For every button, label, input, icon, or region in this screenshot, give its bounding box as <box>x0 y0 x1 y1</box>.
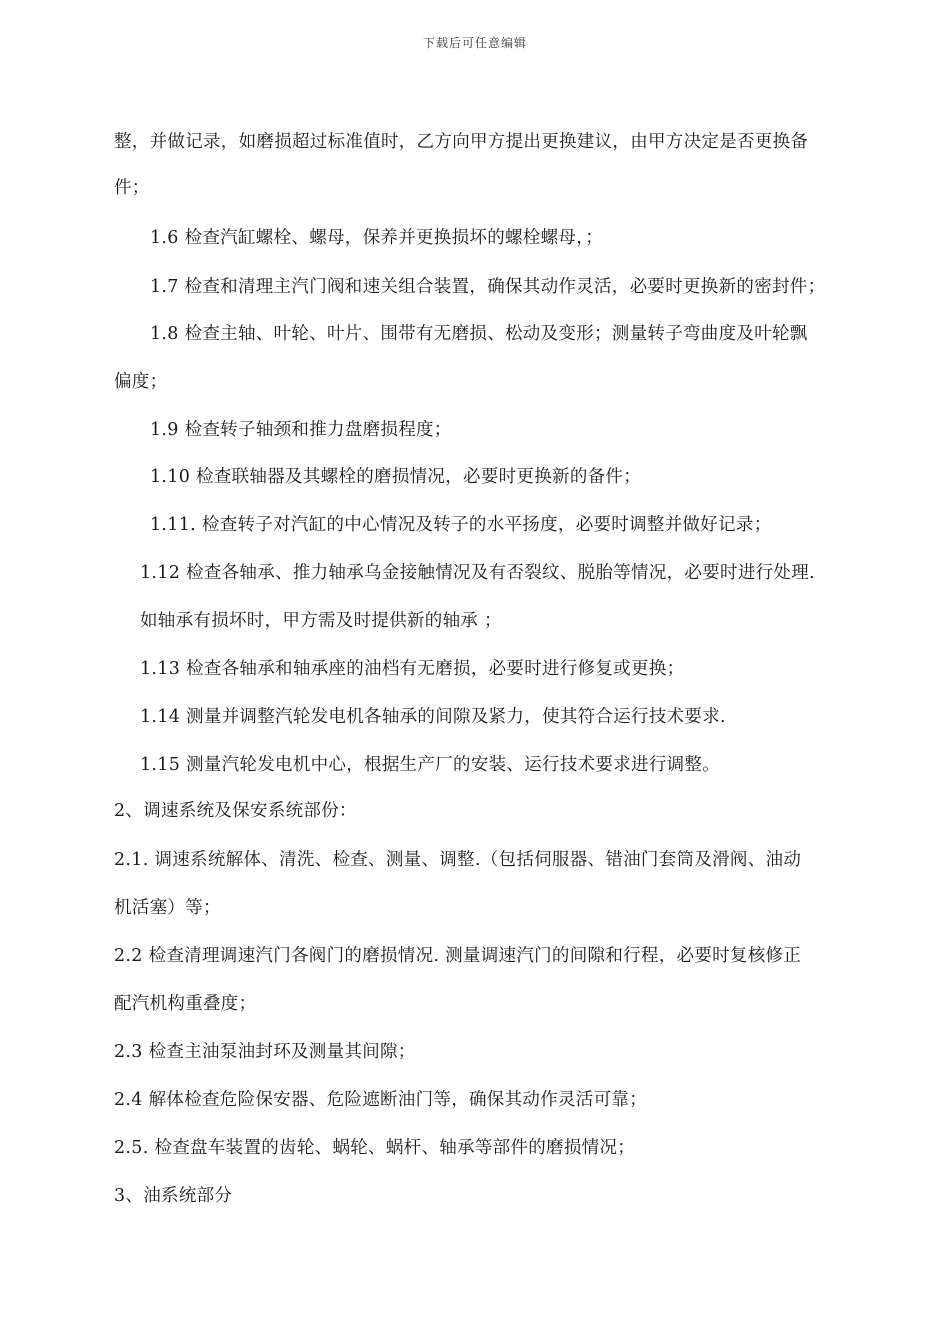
text-line: 1.14 测量并调整汽轮发电机各轴承的间隙及紧力，使其符合运行技术要求. <box>140 707 726 727</box>
text-line: 1.10 检查联轴器及其螺栓的磨损情况，必要时更换新的备件； <box>150 467 642 487</box>
text-line: 如轴承有损坏时，甲方需及时提供新的轴承 ； <box>140 611 502 631</box>
text-line: 1.9 检查转子轴颈和推力盘磨损程度； <box>150 420 452 440</box>
text-line: 件； <box>114 178 150 198</box>
text-line: 2.3 检查主油泵油封环及测量其间隙； <box>114 1042 416 1062</box>
text-line: 1.12 检查各轴承、推力轴承乌金接触情况及有否裂纹、脱胎等情况，必要时进行处理. <box>140 563 815 583</box>
text-line: 机活塞）等； <box>114 898 221 918</box>
text-line: 偏度； <box>114 372 168 392</box>
text-line: 1.8 检查主轴、叶轮、叶片、围带有无磨损、松动及变形；测量转子弯曲度及叶轮飘 <box>150 324 808 344</box>
section-heading: 2、调速系统及保安系统部份： <box>114 801 357 821</box>
text-line: 整，并做记录，如磨损超过标准值时，乙方向甲方提出更换建议，由甲方决定是否更换备 <box>114 132 809 152</box>
text-line: 2.4 解体检查危险保安器、危险遮断油门等，确保其动作灵活可靠； <box>114 1090 647 1110</box>
text-line: 1.13 检查各轴承和轴承座的油档有无磨损，必要时进行修复或更换； <box>140 659 685 679</box>
text-line: 1.7 检查和清理主汽门阀和速关组合装置，确保其动作灵活，必要时更换新的密封件； <box>150 277 826 297</box>
text-line: 2.5. 检查盘车装置的齿轮、蜗轮、蜗杆、轴承等部件的磨损情况； <box>114 1138 636 1158</box>
text-line: 1.6 检查汽缸螺栓、螺母，保养并更换损坏的螺栓螺母，； <box>150 228 604 248</box>
section-heading: 3、油系统部分 <box>114 1186 233 1206</box>
text-line: 2.2 检查清理调速汽门各阀门的磨损情况. 测量调速汽门的间隙和行程，必要时复核修正 <box>114 946 802 966</box>
text-line: 配汽机构重叠度； <box>114 994 257 1014</box>
text-line: 2.1. 调速系统解体、清洗、检查、测量、调整.（包括伺服器、错油门套筒及滑阀、油动 <box>114 850 802 870</box>
text-line: 1.15 测量汽轮发电机中心，根据生产厂的安装、运行技术要求进行调整。 <box>140 755 721 775</box>
page-header: 下载后可任意编辑 <box>422 36 527 50</box>
text-line: 1.11. 检查转子对汽缸的中心情况及转子的水平扬度，必要时调整并做好记录； <box>150 515 772 535</box>
